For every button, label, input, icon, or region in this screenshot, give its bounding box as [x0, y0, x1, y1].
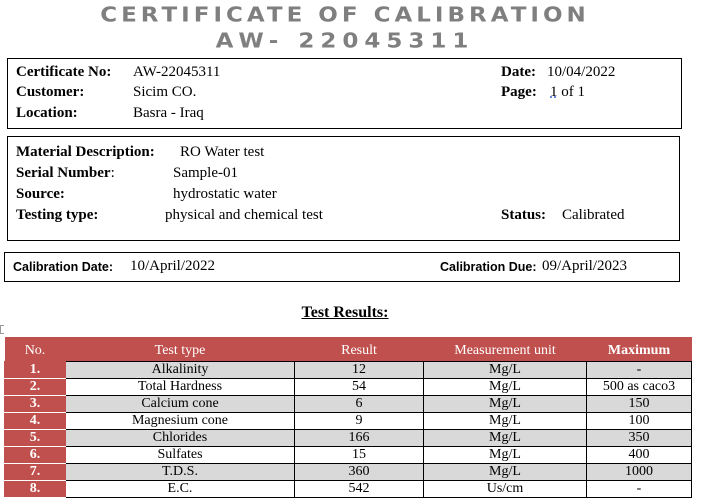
unit-cell: Mg/L [424, 430, 587, 447]
maximum-cell: 350 [587, 430, 692, 447]
row-number: 7. [5, 464, 66, 481]
serial-number-label [16, 165, 115, 182]
test-type-cell: Alkalinity [66, 362, 295, 379]
result-cell: 12 [295, 362, 424, 379]
row-number: 1. [5, 362, 66, 379]
certificate-no-label: Certificate No: [16, 64, 112, 80]
unit-cell: Mg/L [424, 396, 587, 413]
row-number: 3. [5, 396, 66, 413]
date-label: Date: [501, 64, 536, 80]
test-type-cell: Sulfates [66, 447, 295, 464]
status-label: Status: [501, 207, 547, 223]
calibration-due-label: Calibration Due: [440, 260, 537, 274]
column-header-no: No. [5, 339, 66, 362]
column-header-result: Result [295, 339, 424, 362]
maximum-cell: 500 as caco3 [587, 379, 692, 396]
serial-number-value: Sample-01 [173, 165, 238, 181]
table-row [5, 379, 692, 396]
table-row [5, 362, 692, 379]
test-type-cell: Chlorides [66, 430, 295, 447]
test-type-cell: T.D.S. [66, 464, 295, 481]
unit-cell: Mg/L [424, 464, 587, 481]
result-cell: 9 [295, 413, 424, 430]
page-value [550, 84, 585, 101]
result-cell: 166 [295, 430, 424, 447]
unit-cell: Us/cm [424, 481, 587, 498]
result-cell: 6 [295, 396, 424, 413]
result-cell: 54 [295, 379, 424, 396]
column-header-unit: Measurement unit [424, 339, 587, 362]
unit-cell: Mg/L [424, 379, 587, 396]
row-number: 2. [5, 379, 66, 396]
page-current: 1 [550, 84, 558, 100]
unit-cell: Mg/L [424, 413, 587, 430]
maximum-cell: 150 [587, 396, 692, 413]
source-label: Source: [16, 186, 65, 202]
page-total: of 1 [557, 84, 585, 100]
test-type-cell: Total Hardness [66, 379, 295, 396]
test-results-table [4, 337, 692, 498]
certificate-title: CERTIFICATE OF CALIBRATION [100, 3, 590, 27]
maximum-cell: 400 [587, 447, 692, 464]
table-row [5, 413, 692, 430]
maximum-cell: - [587, 481, 692, 498]
calibration-due-value: 09/April/2023 [542, 258, 627, 274]
material-description-value: RO Water test [180, 144, 265, 160]
testing-type-value: physical and chemical test [165, 207, 323, 223]
date-value: 10/04/2022 [547, 64, 616, 80]
test-type-cell: Magnesium cone [66, 413, 295, 430]
result-cell: 542 [295, 481, 424, 498]
column-header-maximum: Maximum [587, 339, 692, 362]
serial-number-label-text: Serial Number [16, 165, 111, 181]
table-anchor-marker [0, 325, 4, 334]
certificate-number-title: AW- 22045311 [215, 29, 475, 53]
unit-cell: Mg/L [424, 362, 587, 379]
test-type-cell: Calcium cone [66, 396, 295, 413]
unit-cell: Mg/L [424, 447, 587, 464]
certificate-info-box [7, 58, 682, 129]
material-description-label: Material Description: [16, 144, 155, 160]
table-row [5, 447, 692, 464]
test-type-cell: E.C. [66, 481, 295, 498]
test-results-title: Test Results: [301, 304, 389, 321]
calibration-date-label: Calibration Date: [13, 260, 114, 274]
source-value: hydrostatic water [173, 186, 277, 202]
column-header-test-type: Test type [66, 339, 295, 362]
maximum-cell: 1000 [587, 464, 692, 481]
table-header-row [5, 339, 692, 362]
testing-type-label: Testing type: [16, 207, 99, 223]
calibration-date-value: 10/April/2022 [130, 258, 215, 274]
row-number: 4. [5, 413, 66, 430]
table-row [5, 464, 692, 481]
row-number: 5. [5, 430, 66, 447]
row-number: 8. [5, 481, 66, 498]
table-row [5, 481, 692, 498]
row-number: 6. [5, 447, 66, 464]
status-value: Calibrated [562, 207, 625, 223]
maximum-cell: 100 [587, 413, 692, 430]
calibration-dates-box [4, 252, 680, 282]
table-row [5, 396, 692, 413]
location-label: Location: [16, 105, 78, 121]
page-label: Page: [501, 84, 537, 100]
material-info-box [7, 136, 680, 241]
result-cell: 360 [295, 464, 424, 481]
location-value: Basra - Iraq [133, 105, 204, 121]
result-cell: 15 [295, 447, 424, 464]
certificate-no-value: AW-22045311 [133, 64, 221, 80]
customer-label: Customer: [16, 84, 85, 100]
serial-number-colon: : [110, 165, 115, 181]
table-row [5, 430, 692, 447]
maximum-cell: - [587, 362, 692, 379]
customer-value: Sicim CO. [133, 84, 197, 100]
